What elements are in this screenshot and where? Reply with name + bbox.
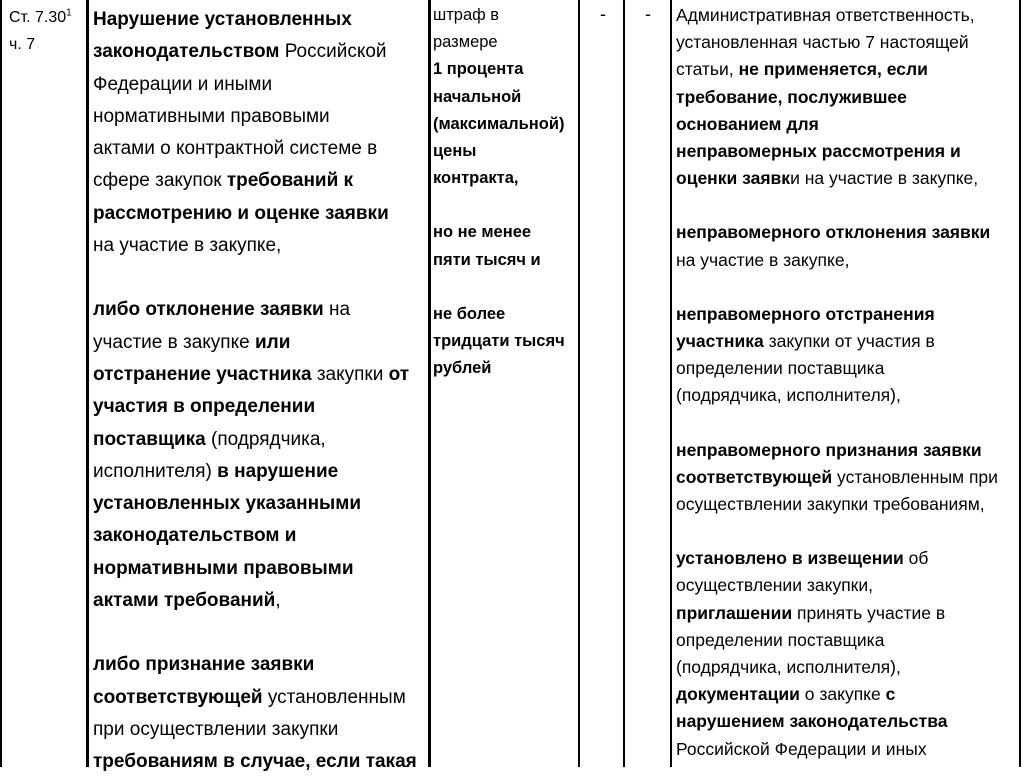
column-divider (578, 0, 580, 767)
bold-text: актами требований (93, 590, 276, 612)
bold-text: не применяется, если (738, 59, 928, 80)
bold-text: либо признание заявки (93, 654, 315, 676)
violation-line (93, 230, 428, 262)
bold-text: цены (433, 142, 477, 161)
column-divider (623, 0, 625, 767)
blank-line (93, 617, 428, 649)
bold-text: от (388, 363, 410, 385)
bold-text: рассмотрению и оценке заявки (93, 202, 389, 224)
text: принять участие в (792, 602, 946, 623)
bold-text: рублей (433, 359, 492, 378)
bold-text: законодательством (93, 41, 280, 63)
blank-line (676, 410, 1016, 437)
text: закупки (311, 363, 389, 385)
column-divider (428, 0, 431, 767)
blank-line (433, 274, 578, 301)
bold-text: неправомерного признания заявки (676, 439, 982, 460)
note-line (676, 219, 1016, 246)
note-line (676, 2, 1016, 29)
violation-line (93, 424, 428, 456)
column-divider (670, 0, 672, 767)
text: на (323, 299, 351, 321)
bold-text: (максимальной) (433, 114, 565, 133)
text: установленным при (832, 466, 998, 487)
blank-line (676, 192, 1016, 219)
bold-text: требований к (226, 170, 354, 192)
text: Российской Федерации и иных (676, 738, 927, 759)
note-line (676, 382, 1016, 409)
text: и на участие в закупке, (790, 168, 979, 189)
penalty-line (433, 219, 578, 246)
note-line (676, 247, 1016, 274)
violation-line (93, 101, 428, 133)
bold-text: пяти тысяч и (433, 250, 541, 269)
violation-line (93, 133, 428, 165)
note-line (676, 491, 1016, 518)
text: сфере закупок (93, 170, 227, 192)
penalty-line (433, 29, 578, 56)
bold-text: документации (676, 684, 800, 705)
dash-cell-2: - (645, 4, 651, 24)
bold-text: законодательством и (93, 525, 297, 547)
text: , (275, 590, 281, 612)
bold-text: контракта, (433, 169, 519, 188)
note-line (676, 138, 1016, 165)
column-divider (0, 0, 2, 767)
bold-text: нормативными правовыми (93, 557, 354, 579)
violation-cell (93, 4, 428, 779)
violation-line (93, 746, 428, 778)
note-line (676, 600, 1016, 627)
violation-line (93, 714, 428, 746)
violation-line (93, 488, 428, 520)
note-line (676, 654, 1016, 681)
text: на участие в закупке, (676, 249, 850, 270)
text: об (903, 548, 929, 569)
text: Федерации и иными (93, 73, 273, 95)
bold-text: с (885, 684, 896, 705)
blank-line (676, 518, 1016, 545)
text: осуществлении закупки, (676, 575, 873, 596)
bold-text: требованиям в случае, если такая (93, 751, 417, 773)
text: размере (433, 33, 498, 52)
blank-line (676, 274, 1016, 301)
bold-text: не более (433, 304, 506, 323)
text: о закупке (799, 684, 886, 705)
text: нормативными правовыми (93, 105, 330, 127)
text: исполнителя) (93, 460, 218, 482)
note-line (676, 301, 1016, 328)
penalty-line (433, 2, 578, 29)
bold-text: соответствующей (93, 686, 263, 708)
column-divider (86, 0, 89, 767)
note-line (676, 355, 1016, 382)
article-cell (9, 4, 81, 58)
text: (подрядчика, (205, 428, 326, 450)
note-line (676, 708, 1016, 735)
bold-text: требование, послужившее (676, 86, 907, 107)
violation-line (93, 327, 428, 359)
dash-cell-1: - (600, 4, 606, 24)
blank-line (433, 192, 578, 219)
penalty-line (433, 301, 578, 328)
text: закупки от участия в (763, 331, 935, 352)
bold-text: начальной (433, 87, 522, 106)
penalty-cell (433, 2, 578, 382)
text: на участие в закупке, (93, 235, 282, 257)
penalty-line (433, 165, 578, 192)
bold-text: но не менее (433, 223, 532, 242)
note-line (676, 681, 1016, 708)
note-line (676, 29, 1016, 56)
bold-text: либо отклонение заявки (93, 299, 324, 321)
penalty-line (433, 247, 578, 274)
violation-line (93, 391, 428, 423)
violation-line (93, 4, 428, 36)
text: установленным (262, 686, 406, 708)
bold-text: основанием для (676, 113, 819, 134)
bold-text: установлено в извещении (676, 548, 904, 569)
text: штраф в (433, 6, 500, 24)
bold-text: неправомерного отклонения заявки (676, 222, 991, 243)
text: осуществлении закупки требованиям, (676, 494, 985, 515)
note-line (676, 437, 1016, 464)
text: определении поставщика (676, 629, 885, 650)
penalty-line (433, 328, 578, 355)
bold-text: тридцати тысяч (433, 332, 565, 351)
violation-line (93, 682, 428, 714)
article-superscript: 1 (66, 7, 72, 19)
note-line (676, 627, 1016, 654)
violation-line (93, 553, 428, 585)
text: статьи, (676, 59, 739, 80)
text: Российской (279, 41, 387, 63)
bold-text: приглашении (676, 602, 793, 623)
text: при осуществлении закупки (93, 718, 339, 740)
penalty-line (433, 138, 578, 165)
bold-text: в нарушение (217, 460, 339, 482)
bold-text: участия в определении (93, 396, 316, 418)
note-line (676, 165, 1016, 192)
text: определении поставщика (676, 358, 885, 379)
violation-line (93, 198, 428, 230)
text: актами о контрактной системе в (93, 138, 378, 160)
bold-text: или (254, 331, 291, 353)
note-line (676, 545, 1016, 572)
note-line (676, 84, 1016, 111)
bold-text: поставщика (93, 428, 206, 450)
text: (подрядчика, исполнителя), (676, 385, 901, 406)
violation-line (93, 359, 428, 391)
note-line (676, 736, 1016, 763)
column-divider (1019, 0, 1021, 767)
text: (подрядчика, исполнителя), (676, 657, 901, 678)
violation-line (93, 585, 428, 617)
bold-text: неправомерного отстранения (676, 303, 935, 324)
bold-text: оценки заявк (676, 168, 791, 189)
penalty-line (433, 355, 578, 382)
violation-line (93, 165, 428, 197)
violation-line (93, 456, 428, 488)
article-number: Ст. 7.30$^1$ (9, 7, 72, 26)
violation-line (93, 36, 428, 68)
violation-line (93, 69, 428, 101)
bold-text: неправомерных рассмотрения и (676, 141, 961, 162)
bold-text: участника (676, 331, 764, 352)
note-line (676, 56, 1016, 83)
text: установленная частью 7 настоящей (676, 32, 969, 53)
text: Административная ответственность, (676, 5, 975, 25)
blank-line (93, 262, 428, 294)
note-line (676, 464, 1016, 491)
bold-text: Нарушение установленных (93, 9, 352, 30)
note-line (676, 328, 1016, 355)
note-cell (676, 2, 1016, 763)
bold-text: нарушением законодательства (676, 711, 948, 732)
note-line (676, 572, 1016, 599)
violation-line (93, 649, 428, 681)
bold-text: соответствующей (676, 466, 833, 487)
bold-text: 1 процента (433, 60, 524, 79)
violation-line (93, 520, 428, 552)
bold-text: установленных указанными (93, 493, 362, 515)
note-line (676, 111, 1016, 138)
penalty-line (433, 111, 578, 138)
penalty-line (433, 84, 578, 111)
text: участие в закупке (93, 331, 255, 353)
article-part: ч. 7 (9, 36, 36, 53)
violation-line (93, 294, 428, 326)
penalty-line (433, 56, 578, 83)
bold-text: отстранение участника (93, 363, 312, 385)
